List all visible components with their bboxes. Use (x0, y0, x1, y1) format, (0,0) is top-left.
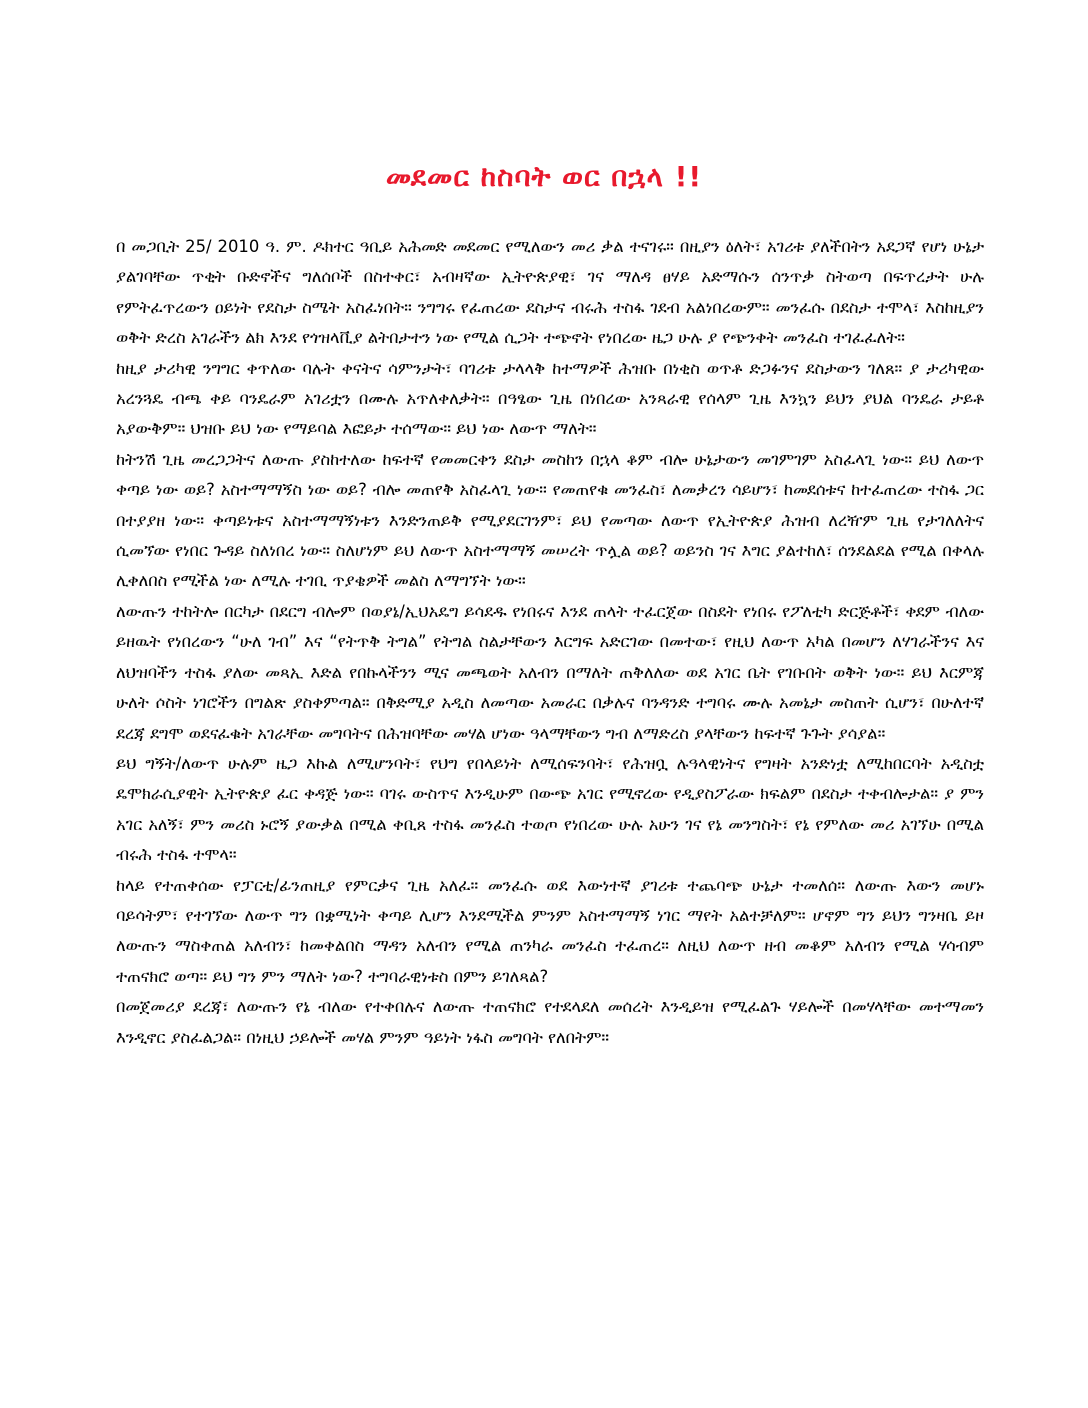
paragraph: በመጀመሪያ ደረጃ፣ ለውጡን የኔ ብለው የተቀበሉና ለውጡ ተጠናክሮ የተደላደለ መሰረት እንዲይዝ የሚፈልጉ ሃይሎች በመሃላቸው መተማመን እንዲኖር ያስፈልጋል። በነዚህ ኃይሎች መሃል ምንም ዓይነት ነፋስ መግባት የለበትም። (116, 997, 984, 1047)
paragraph: ለውጡን ተከትሎ በርካታ በደርግ ብሎም በወያኔ/ኢህአዴግ ይሳደዱ የነበሩና እንደ ጠላት ተፈርጀው በስደት የነበሩ የፖለቲካ ድርጅቶች፣ ቀደም ብለው ይዘዉት የነበረውን “ሁለ ገብ” እና “የትጥቅ ትግል” የትግል ስልታቸውን እርግፍ አድርገው በመተው፣ የዚህ ለውጥ አካል በመሆን ለሃገራችንና እና ለህዝባችን ተስፋ ያለው መጻኢ እድል የበኩላችንን ሚና መጫወት አለብን በማለት ጠቅለለው ወደ አገር ቤት የገቡበት ወቅት ነው። ይህ እርምጃ ሁለት ሶስት ነገሮችን በግልጽ ያስቀምጣል። በቅድሚያ አዲስ ለመጣው አመራር በቃሉና ባንዳንድ ተግባሩ ሙሉ አመኔታ መስጠት ሲሆን፣ በሁለተኛ ደረጃ ደግሞ ወደናፈቁት አገራቸው መግባትና በሕዝባቸው መሃል ሆነው ዓላማቸውን ግብ ለማድረስ ያላቸውን ከፍተኛ ጉጉት ያሳያል። (116, 601, 984, 743)
paragraph: ከላይ የተጠቀሰው የፓርቲ/ፊንጠዚያ የምርቃና ጊዜ አለፈ። መንፈሱ ወደ እውነተኛ ያገሪቱ ተጨባጭ ሁኔታ ተመለሰ። ለውጡ እውን መሆኑ ባይሳትም፣ የተገኘው ለውጥ ግን በቋሚነት ቀጣይ ሊሆን እንደሚችል ምንም አስተማማኝ ነገር ማየት አልተቻለም። ሆኖም ግን ይህን ግንዛቤ ይዞ ለውጡን ማስቀጠል አለብን፣ ከመቀልበስ ማዳን አለብን የሚል ጠንካራ መንፈስ ተፈጠረ። ለዚህ ለውጥ ዘብ መቆም አለብን የሚል ሃሳብም ተጠናክሮ ወጣ። ይህ ግን ምን ማለት ነው? ተግባራዊነቱስ በምን ይገለጻል? (116, 875, 984, 986)
paragraph: ይህ ግኝት/ለውጥ ሁሉም ዜጋ እኩል ለሚሆንባት፣ የህግ የበላይነት ለሚሰፍንባት፣ የሕዝቧ ሉዓላዊነትና የግዛት አንድነቷ ለሚከበርባት አዲስቷ ዴሞክራሲያዊት ኢትዮጵያ ፈር ቀዳጅ ነው። ባገሩ ውስጥና እንዲሁም በውጭ አገር የሚኖረው የዲያስፖራው ክፍልም በደስታ ተቀብሎታል። ያ ምን አገር አለኝ፣ ምን መሪስ ኑሮኝ ያውቃል በሚል ቀቢጸ ተስፋ መንፈስ ተወጦ የነበረው ሁሉ አሁን ገና የኔ መንግስት፣ የኔ የምለው መሪ አገኘሁ በሚል ብሩሕ ተስፋ ተሞላ። (116, 753, 984, 865)
paragraph: ከዚያ ታሪካዊ ንግግር ቀጥለው ባሉት ቀናትና ሳምንታት፣ ባገሪቱ ታላላቅ ከተማዎች ሕዝቡ በነቂስ ወጥቶ ድጋፉንና ደስታውን ገለጸ። ያ ታሪካዊው አረንጓዴ ብጫ ቀይ ባንዴራም አገሪቷን በሙሉ አጥለቀለቃት። በዓፄው ጊዜ በነበረው አንጻራዊ የሰላም ጊዜ እንኳን ይህን ያህል ባንዴራ ታይቶ አያውቅም። ህዝቡ ይህ ነው የማይባል እፎይታ ተሰማው። ይህ ነው ለውጥ ማለት። (116, 358, 984, 439)
paragraph: ከትንሽ ጊዜ መረጋጋትና ለውጡ ያስከተለው ከፍተኛ የመመርቀን ደስታ መስከን በኋላ ቆም ብሎ ሁኔታውን መገምገም አስፈላጊ ነው። ይህ ለውጥ ቀጣይ ነው ወይ? አስተማማኝስ ነው ወይ? ብሎ መጠየቅ አስፈላጊ ነው። የመጠየቁ መንፈስ፣ ለመቃረን ሳይሆን፣ ከመደሰቱና ከተፈጠረው ተስፋ ጋር በተያያዘ ነው። ቀጣይነቱና አስተማማኝነቱን እንድንጠይቅ የሚያደርገንም፣ ይህ የመጣው ለውጥ የኢትዮጵያ ሕዝብ ለረዥም ጊዜ የታገለለትና ሲመኘው የነበር ጉዳይ ስለነበረ ነው። ስለሆነም ይህ ለውጥ አስተማማኝ መሠረት ጥሏል ወይ? ወይንስ ገና እግር ያልተከለ፣ ሰንደልደል የሚል በቀላሉ ሊቀለበስ የሚችል ነው ለሚሉ ተገቢ ጥያቄዎች መልስ ለማግኘት ነው። (116, 449, 984, 591)
paragraph: በ መጋቢት 25/ 2010 ዓ. ም. ዶክተር ዓቢይ አሕመድ መደመር የሚለውን መሪ ቃል ተናገሩ። በዚያን ዕለት፣ አገሪቱ ያለችበትን አደጋኛ የሆነ ሁኔታ ያልገባቸው ጥቂት ቡድኖችና ግለሰቦች በስተቀር፣ አብዛኛው ኢትዮጵያዊ፣ ገና ማለዳ ፀሃይ አድማሱን ሰንጥቃ ስትወጣ በፍጥረታት ሁሉ የምትፈጥረውን ዐይነት የደስታ ስሜት አስፈነበት። ንግግሩ የፈጠረው ደስታና ብሩሕ ተስፋ ገደብ አልነበረውም። መንፈሱ በደስታ ተሞላ፣ እስከዚያን ወቅት ድረስ አገራችን ልክ እንደ የጎዝላቪያ ልትበታተን ነው የሚል ሲጋት ተጭኖት የነበረው ዜጋ ሁሉ ያ የጭንቀት መንፈስ ተገፈፈለት። (116, 237, 984, 348)
document-title: መደመር ከስባት ወር በኋላ !! (385, 160, 703, 193)
document-body (116, 232, 984, 1053)
